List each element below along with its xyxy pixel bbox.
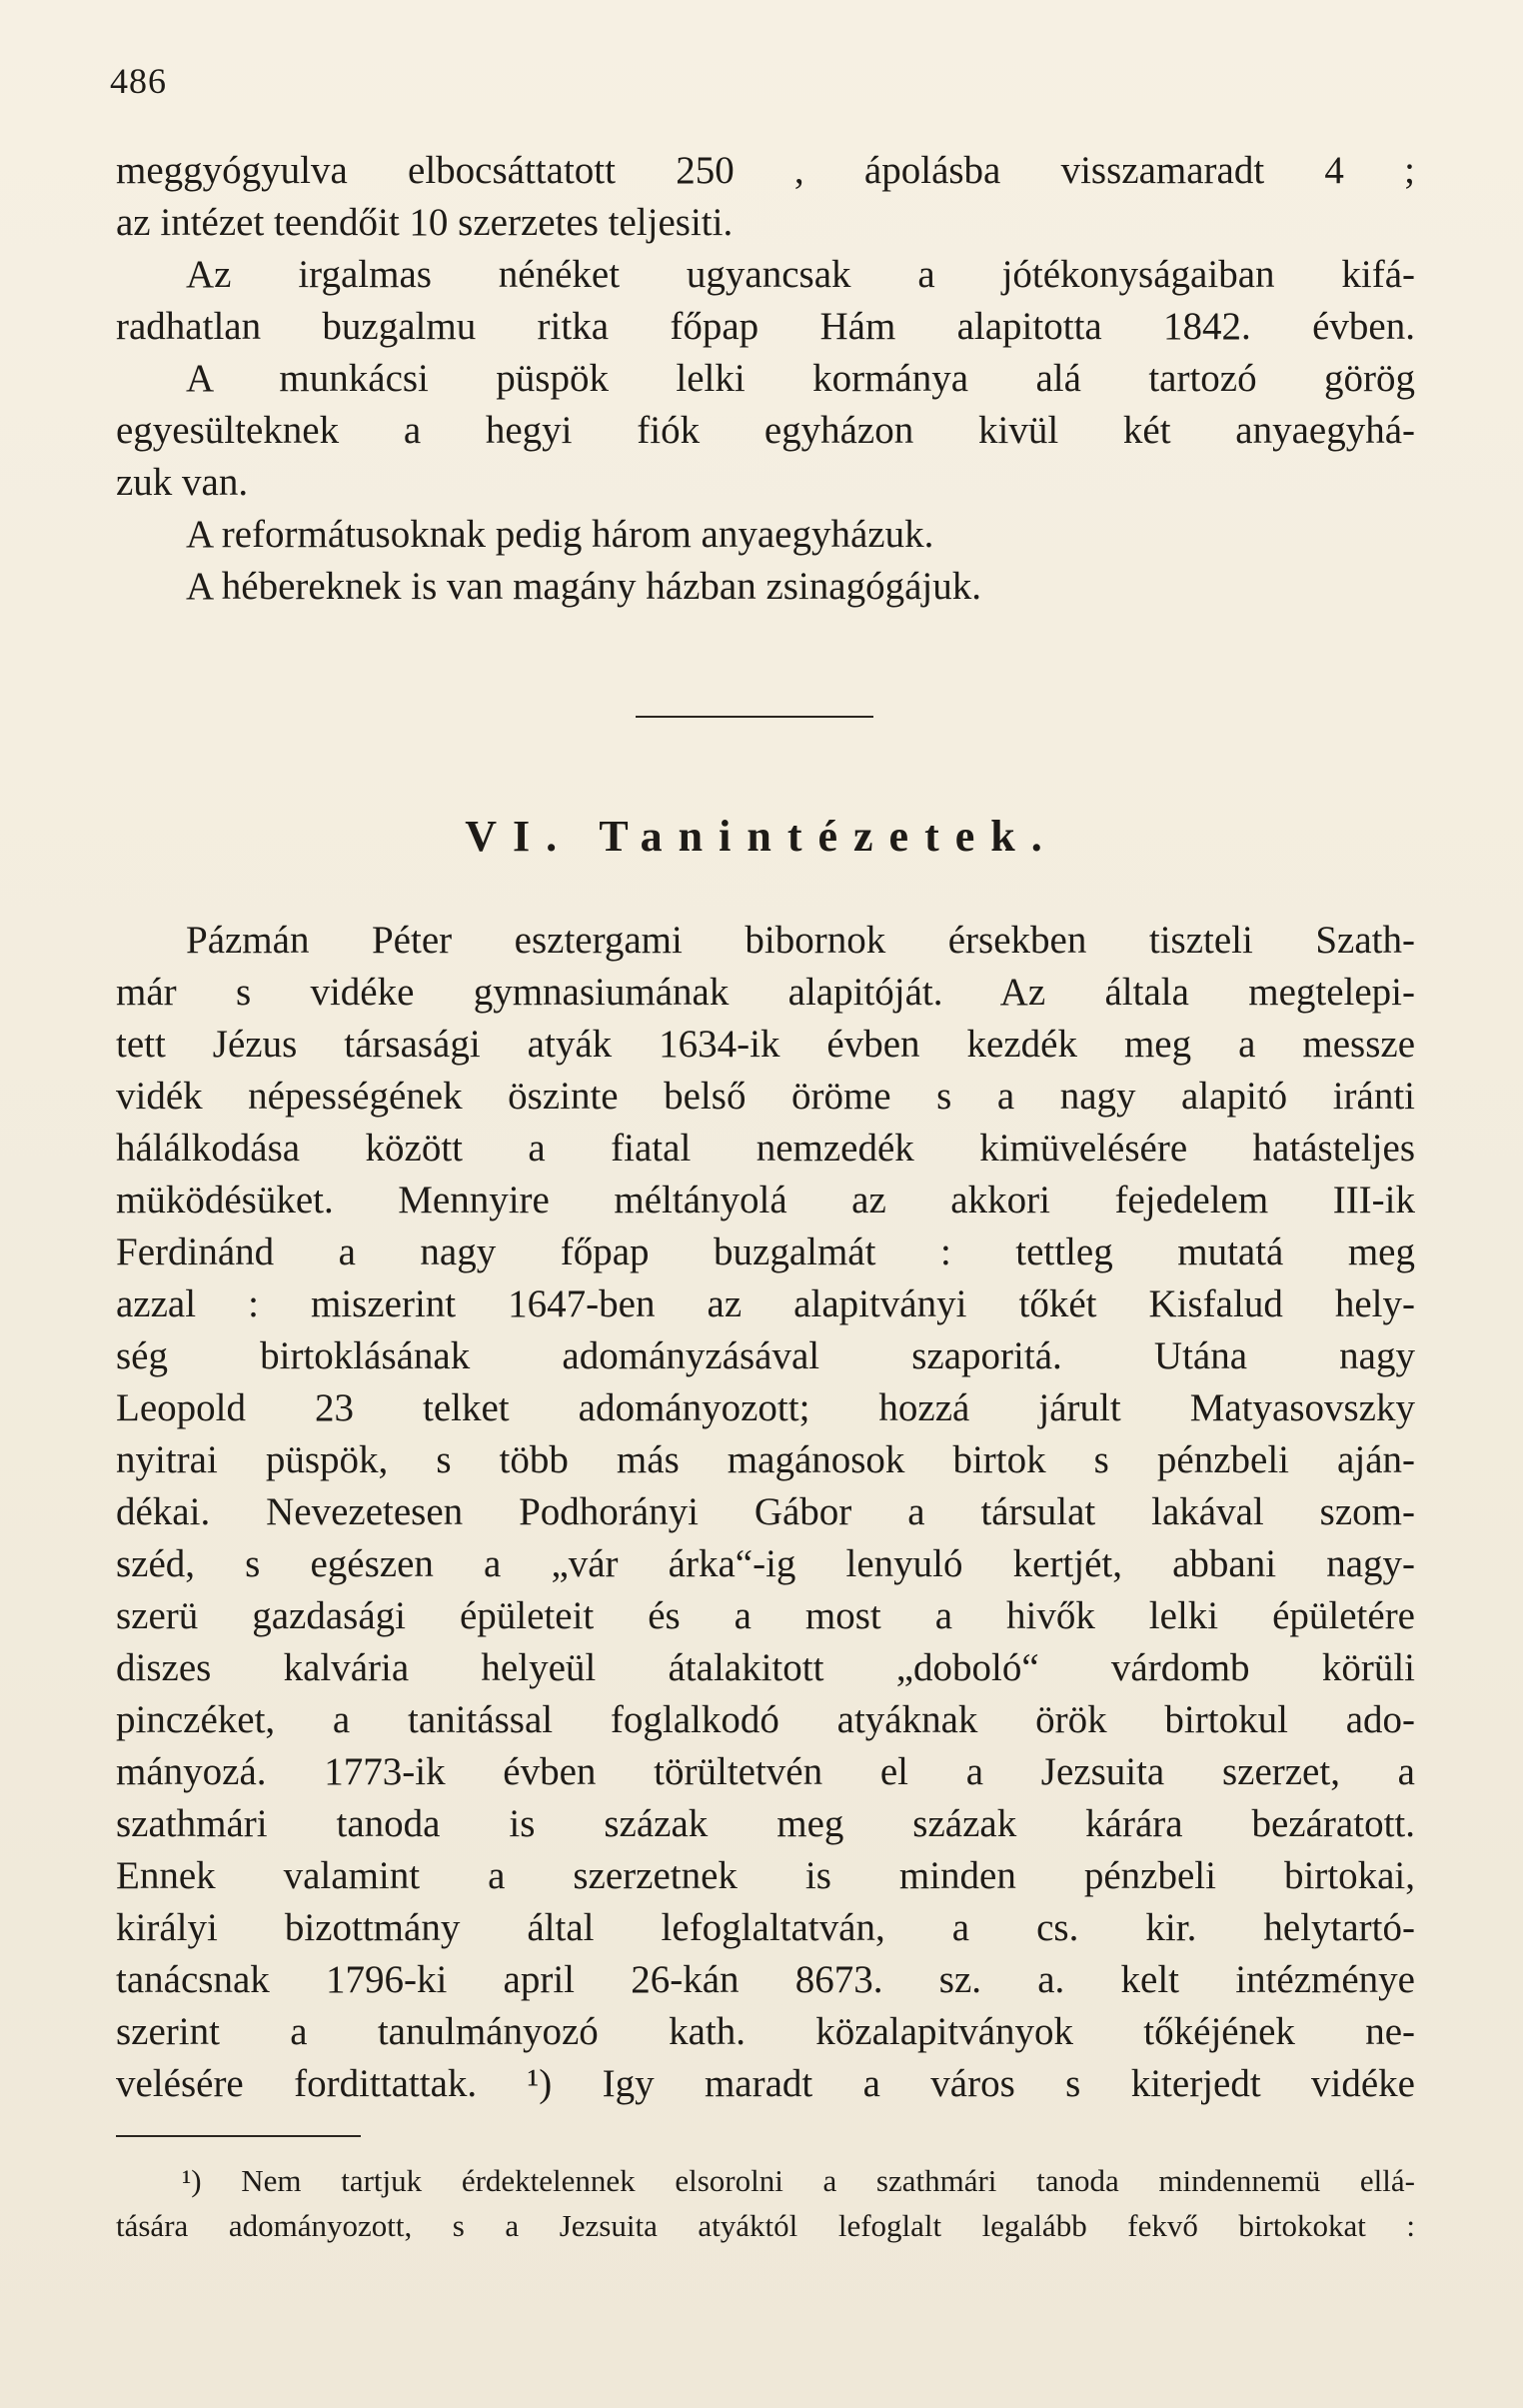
text-line: Pázmán Péter esztergami bibornok érsekben tiszteli Szath- <box>186 919 1415 962</box>
footnote-line: tására adományozott, s a Jezsuita atyáktól lefoglalt legalább fekvő birtokokat : <box>116 2208 1415 2243</box>
text-line: szathmári tanoda is százak meg százak kárára bezáratott. <box>116 1802 1415 1845</box>
text-line: már s vidéke gymnasiumának alapitóját. Az általa megtelepi- <box>116 971 1415 1014</box>
text-line: szerint a tanulmányozó kath. közalapitványok tőkéjének ne- <box>116 2010 1415 2053</box>
text-line: királyi bizottmány által lefoglaltatván, a cs. kir. helytartó- <box>116 1906 1415 1949</box>
text-line: velésére fordittattak. ¹) Igy maradt a város s kiterjedt vidéke <box>116 2062 1415 2105</box>
text-line: egyesülteknek a hegyi fiók egyházon kivül két anyaegyhá- <box>116 409 1415 452</box>
text-line: A munkácsi püspök lelki kormánya alá tartozó görög <box>186 357 1415 400</box>
text-line: vidék népességének öszinte belső öröme s a nagy alapitó iránti <box>116 1075 1415 1118</box>
text-line: Ferdinánd a nagy főpap buzgalmát : tettleg mutatá meg <box>116 1230 1415 1273</box>
text-line: Az irgalmas nénéket ugyancsak a jótékonyságaiban kifá- <box>186 253 1415 296</box>
text-line: széd, s egészen a „vár árka“-ig lenyuló kertjét, abbani nagy- <box>116 1542 1415 1585</box>
text-line: nyitrai püspök, s több más magánosok birtok s pénzbeli aján- <box>116 1438 1415 1481</box>
text-line: ség birtoklásának adományzásával szaporitá. Utána nagy <box>116 1334 1415 1377</box>
paragraph-block-main <box>116 915 1415 2110</box>
text-line: Ennek valamint a szerzetnek is minden pénzbeli birtokai, <box>116 1854 1415 1897</box>
paragraph-block-top <box>116 145 1415 613</box>
text-line: azzal : miszerint 1647-ben az alapitványi tőkét Kisfalud hely- <box>116 1282 1415 1325</box>
text-line: dékai. Nevezetesen Podhorányi Gábor a társulat lakával szom- <box>116 1490 1415 1533</box>
text-line: meggyógyulva elbocsáttatott 250 , ápolásba visszamaradt 4 ; <box>116 149 1415 192</box>
text-line: radhatlan buzgalmu ritka főpap Hám alapitotta 1842. évben. <box>116 305 1415 348</box>
text-line: diszes kalvária helyeül átalakitott „doboló“ várdomb körüli <box>116 1646 1415 1689</box>
text-line: hálálkodása között a fiatal nemzedék kimüvelésére hatásteljes <box>116 1127 1415 1170</box>
text-line: tett Jézus társasági atyák 1634-ik évben kezdék meg a messze <box>116 1023 1415 1066</box>
text-line: A reformátusoknak pedig három anyaegyházuk. <box>186 513 934 556</box>
text-line: az intézet teendőit 10 szerzetes teljesiti. <box>116 201 734 244</box>
text-line: A hébereknek is van magány házban zsinagógájuk. <box>186 565 981 608</box>
section-divider <box>636 716 873 718</box>
footnote-block <box>116 2158 1415 2248</box>
text-line: zuk van. <box>116 461 249 504</box>
text-line: pinczéket, a tanitással foglalkodó atyáknak örök birtokul ado- <box>116 1698 1415 1741</box>
page-number: 486 <box>110 61 167 101</box>
footnote-line: ¹) Nem tartjuk érdektelennek elsorolni a szathmári tanoda mindennemü ellá- <box>182 2163 1415 2198</box>
text-line: Leopold 23 telket adományozott; hozzá járult Matyasovszky <box>116 1386 1415 1429</box>
footnote-rule <box>116 2135 361 2137</box>
text-line: mányozá. 1773-ik évben törültetvén el a Jezsuita szerzet, a <box>116 1750 1415 1793</box>
text-line: müködésüket. Mennyire méltányolá az akkori fejedelem III-ik <box>116 1179 1415 1221</box>
section-heading: VI. Tanintézetek. <box>465 812 1058 861</box>
text-line: tanácsnak 1796-ki april 26-kán 8673. sz. a. kelt intézménye <box>116 1958 1415 2001</box>
text-line: szerü gazdasági épületeit és a most a hivők lelki épületére <box>116 1594 1415 1637</box>
